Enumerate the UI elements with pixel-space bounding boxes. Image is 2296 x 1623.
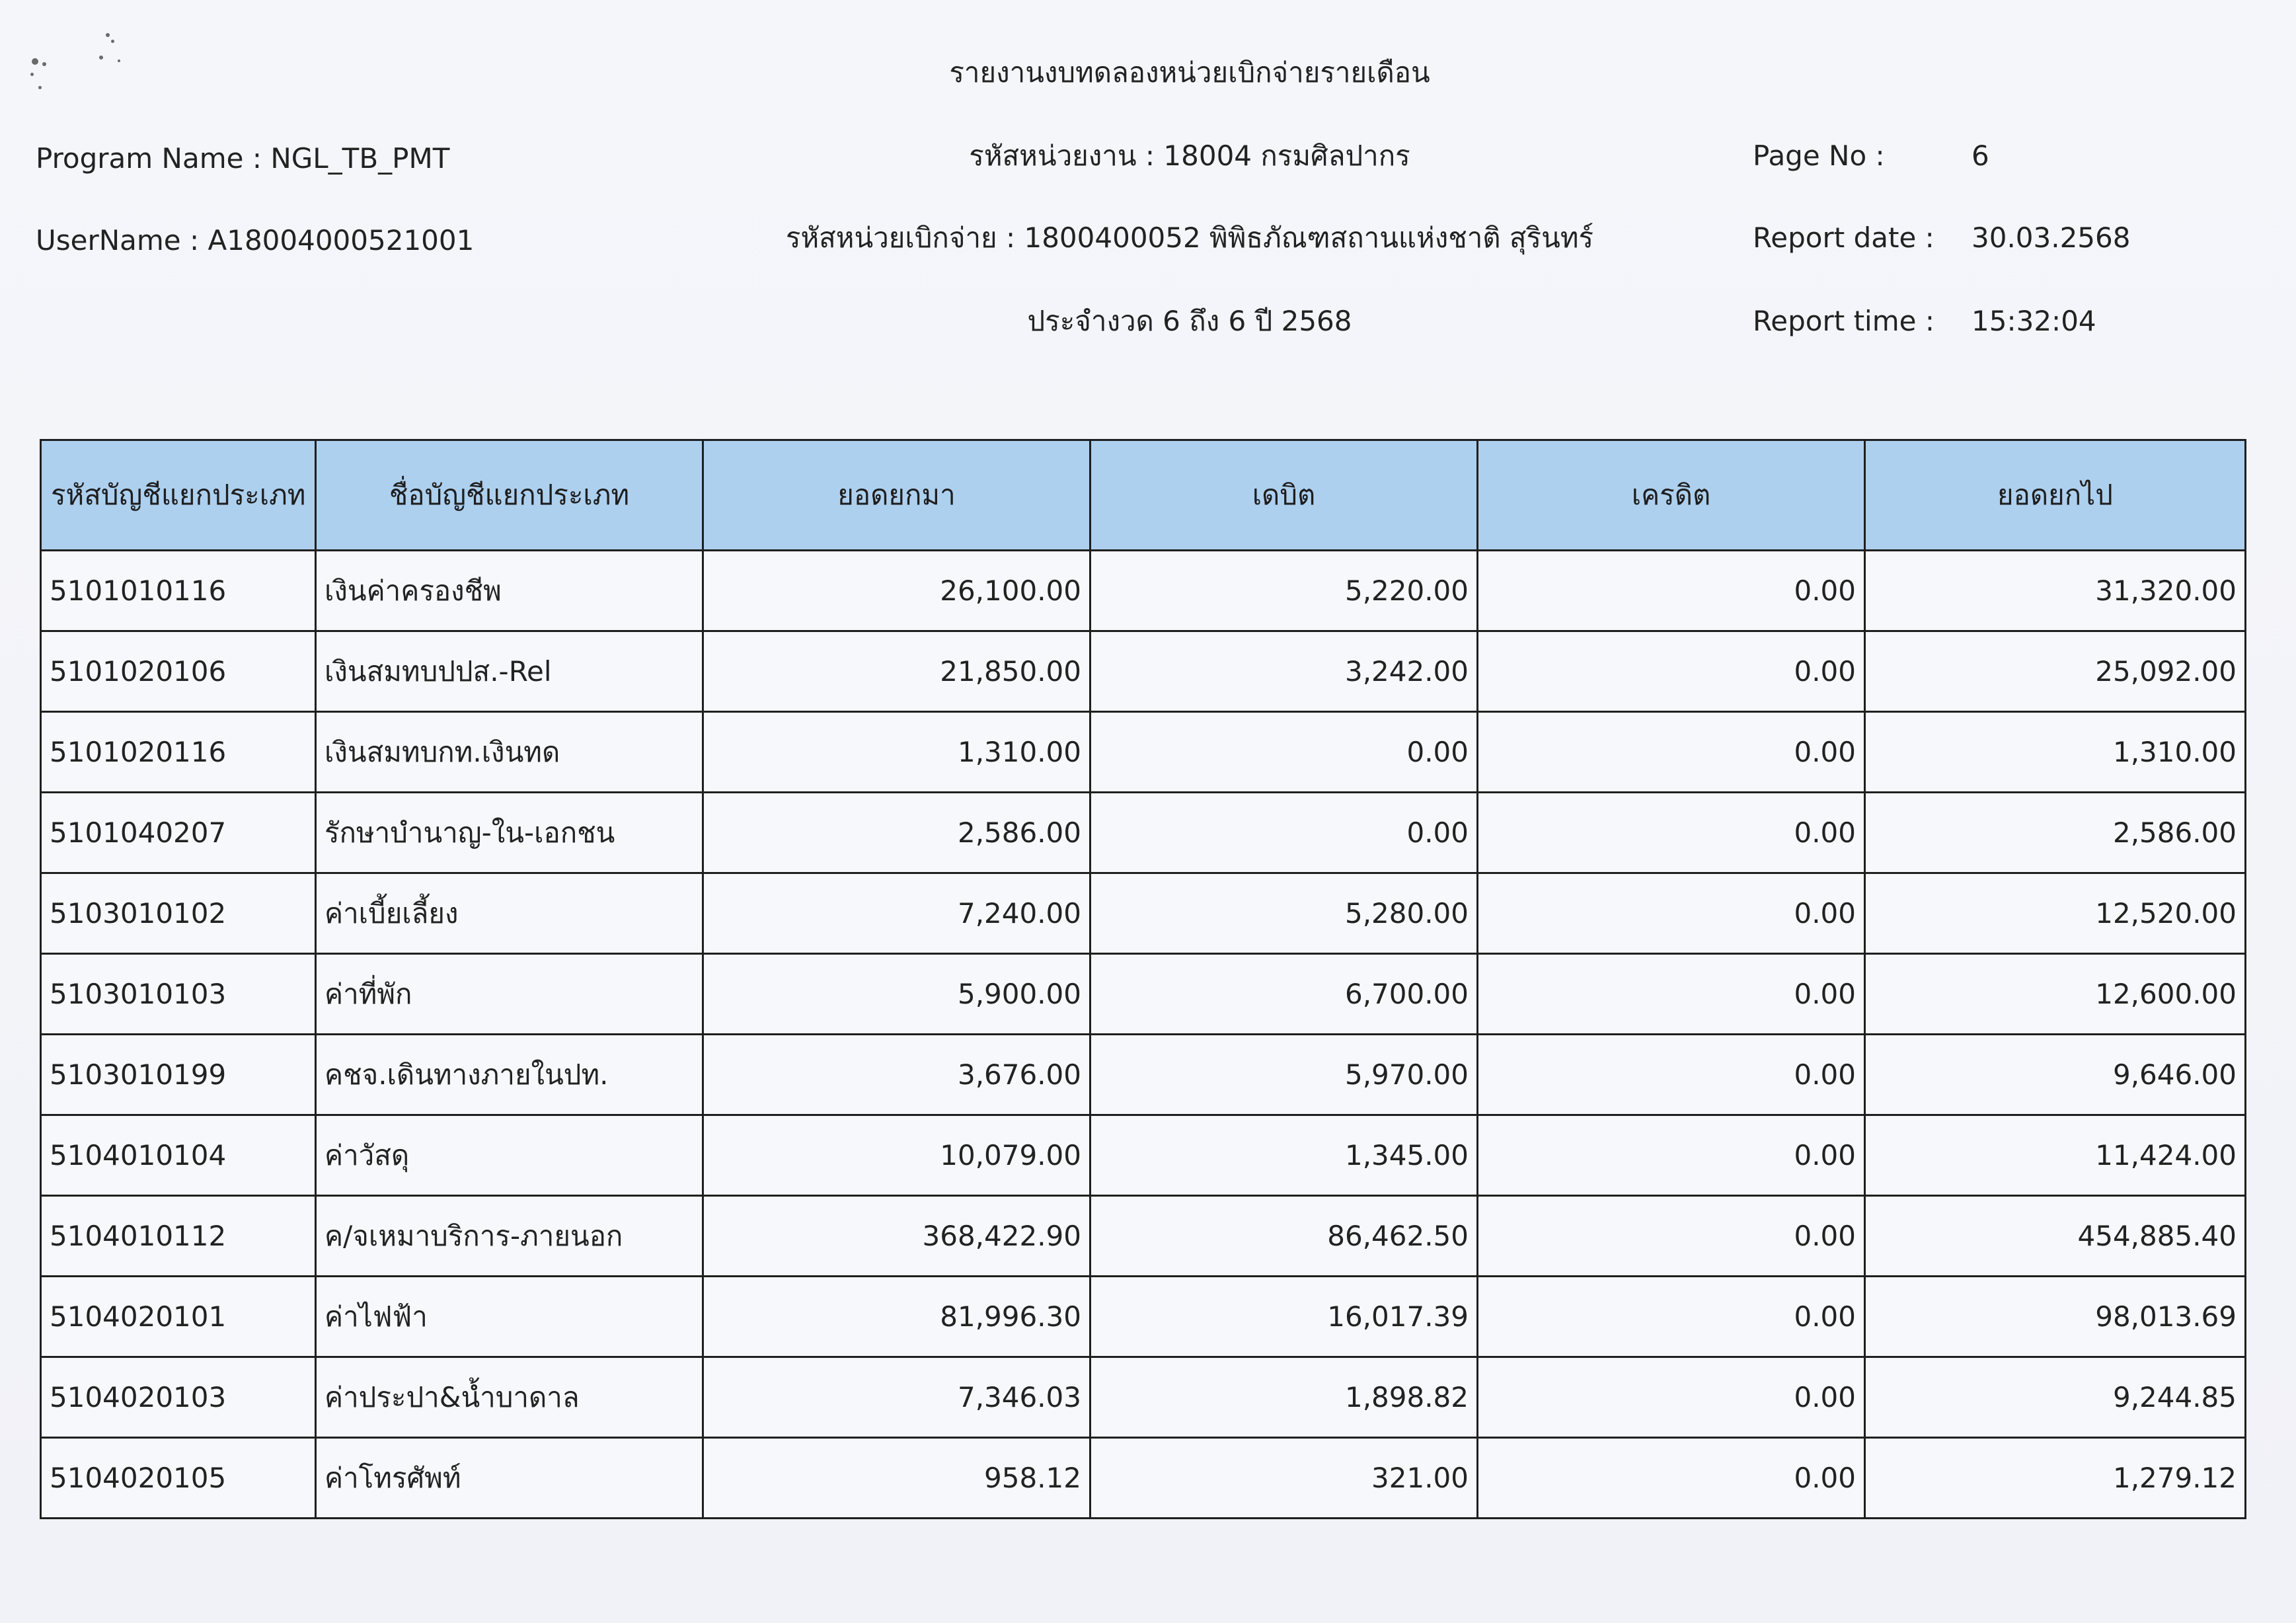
col-header-brought-forward: ยอดยกมา <box>703 440 1091 551</box>
brought-forward: 7,346.03 <box>703 1357 1091 1438</box>
report-time-label: Report time : <box>1753 305 1934 337</box>
table-row <box>41 1277 2246 1357</box>
account-code: 5104020103 <box>41 1357 316 1438</box>
table-row <box>41 1438 2246 1519</box>
credit: 0.00 <box>1478 1438 1865 1519</box>
credit: 0.00 <box>1478 1035 1865 1115</box>
carried-forward: 1,279.12 <box>1865 1438 2246 1519</box>
department-line: รหัสหน่วยงาน : 18004 กรมศิลปากร <box>969 139 1410 172</box>
table-row <box>41 873 2246 954</box>
table-row <box>41 954 2246 1035</box>
debit: 5,970.00 <box>1091 1035 1478 1115</box>
brought-forward: 7,240.00 <box>703 873 1091 954</box>
credit: 0.00 <box>1478 1115 1865 1196</box>
carried-forward: 31,320.00 <box>1865 551 2246 631</box>
user-name: UserName : A18004000521001 <box>36 224 475 257</box>
scan-specks <box>25 26 137 99</box>
carried-forward: 12,600.00 <box>1865 954 2246 1035</box>
carried-forward: 9,244.85 <box>1865 1357 2246 1438</box>
credit: 0.00 <box>1478 1277 1865 1357</box>
account-code: 5101040207 <box>41 793 316 873</box>
account-code: 5101020116 <box>41 712 316 793</box>
account-name: ค่าไฟฟ้า <box>316 1277 703 1357</box>
credit: 0.00 <box>1478 1357 1865 1438</box>
account-code: 5104020105 <box>41 1438 316 1519</box>
credit: 0.00 <box>1478 1196 1865 1277</box>
table-row <box>41 1196 2246 1277</box>
carried-forward: 12,520.00 <box>1865 873 2246 954</box>
brought-forward: 81,996.30 <box>703 1277 1091 1357</box>
credit: 0.00 <box>1478 631 1865 712</box>
debit: 1,898.82 <box>1091 1357 1478 1438</box>
table-row <box>41 631 2246 712</box>
table-row <box>41 1115 2246 1196</box>
page-no-label: Page No : <box>1753 139 1885 172</box>
report-title: รายงานงบทดลองหน่วยเบิกจ่ายรายเดือน <box>949 56 1430 89</box>
account-name: ค/จเหมาบริการ-ภายนอก <box>316 1196 703 1277</box>
credit: 0.00 <box>1478 954 1865 1035</box>
brought-forward: 5,900.00 <box>703 954 1091 1035</box>
col-header-account-name: ชื่อบัญชีแยกประเภท <box>316 440 703 551</box>
account-code: 5104010104 <box>41 1115 316 1196</box>
carried-forward: 2,586.00 <box>1865 793 2246 873</box>
debit: 5,280.00 <box>1091 873 1478 954</box>
brought-forward: 2,586.00 <box>703 793 1091 873</box>
program-name: Program Name : NGL_TB_PMT <box>36 142 450 175</box>
credit: 0.00 <box>1478 551 1865 631</box>
table-row <box>41 793 2246 873</box>
disbursing-unit-line: รหัสหน่วยเบิกจ่าย : 1800400052 พิพิธภัณฑสถานแห่งชาติ สุรินทร์ <box>785 221 1594 254</box>
account-name: ค่าที่พัก <box>316 954 703 1035</box>
trial-balance-table <box>40 439 2246 1519</box>
col-header-account-code: รหัสบัญชีแยกประเภท <box>41 440 316 551</box>
report-date-value: 30.03.2568 <box>1971 221 2131 254</box>
credit: 0.00 <box>1478 793 1865 873</box>
account-code: 5101010116 <box>41 551 316 631</box>
carried-forward: 25,092.00 <box>1865 631 2246 712</box>
brought-forward: 958.12 <box>703 1438 1091 1519</box>
brought-forward: 10,079.00 <box>703 1115 1091 1196</box>
table-body <box>41 551 2246 1519</box>
credit: 0.00 <box>1478 873 1865 954</box>
debit: 3,242.00 <box>1091 631 1478 712</box>
account-name: คชจ.เดินทางภายในปท. <box>316 1035 703 1115</box>
account-code: 5104010112 <box>41 1196 316 1277</box>
carried-forward: 11,424.00 <box>1865 1115 2246 1196</box>
account-name: ค่าเบี้ยเลี้ยง <box>316 873 703 954</box>
period-line: ประจำงวด 6 ถึง 6 ปี 2568 <box>1027 305 1352 337</box>
page-no-value: 6 <box>1971 139 1989 172</box>
brought-forward: 21,850.00 <box>703 631 1091 712</box>
debit: 16,017.39 <box>1091 1277 1478 1357</box>
brought-forward: 368,422.90 <box>703 1196 1091 1277</box>
credit: 0.00 <box>1478 712 1865 793</box>
table-row <box>41 1035 2246 1115</box>
account-code: 5104020101 <box>41 1277 316 1357</box>
debit: 5,220.00 <box>1091 551 1478 631</box>
debit: 6,700.00 <box>1091 954 1478 1035</box>
debit: 321.00 <box>1091 1438 1478 1519</box>
debit: 1,345.00 <box>1091 1115 1478 1196</box>
report-time-value: 15:32:04 <box>1971 305 2096 337</box>
brought-forward: 3,676.00 <box>703 1035 1091 1115</box>
account-name: รักษาบำนาญ-ใน-เอกชน <box>316 793 703 873</box>
carried-forward: 9,646.00 <box>1865 1035 2246 1115</box>
account-name: เงินสมทบกท.เงินทด <box>316 712 703 793</box>
debit: 0.00 <box>1091 712 1478 793</box>
col-header-carried-forward: ยอดยกไป <box>1865 440 2246 551</box>
carried-forward: 98,013.69 <box>1865 1277 2246 1357</box>
debit: 0.00 <box>1091 793 1478 873</box>
account-code: 5101020106 <box>41 631 316 712</box>
account-code: 5103010199 <box>41 1035 316 1115</box>
table-row <box>41 551 2246 631</box>
report-date-label: Report date : <box>1753 221 1934 254</box>
brought-forward: 1,310.00 <box>703 712 1091 793</box>
carried-forward: 454,885.40 <box>1865 1196 2246 1277</box>
account-name: ค่าวัสดุ <box>316 1115 703 1196</box>
account-code: 5103010103 <box>41 954 316 1035</box>
account-code: 5103010102 <box>41 873 316 954</box>
table-row <box>41 1357 2246 1438</box>
account-name: เงินค่าครองชีพ <box>316 551 703 631</box>
debit: 86,462.50 <box>1091 1196 1478 1277</box>
table-row <box>41 712 2246 793</box>
brought-forward: 26,100.00 <box>703 551 1091 631</box>
account-name: เงินสมทบปปส.-Rel <box>316 631 703 712</box>
table-header-row <box>41 440 2246 551</box>
col-header-debit: เดบิต <box>1091 440 1478 551</box>
account-name: ค่าโทรศัพท์ <box>316 1438 703 1519</box>
col-header-credit: เครดิต <box>1478 440 1865 551</box>
carried-forward: 1,310.00 <box>1865 712 2246 793</box>
account-name: ค่าประปา&น้ำบาดาล <box>316 1357 703 1438</box>
